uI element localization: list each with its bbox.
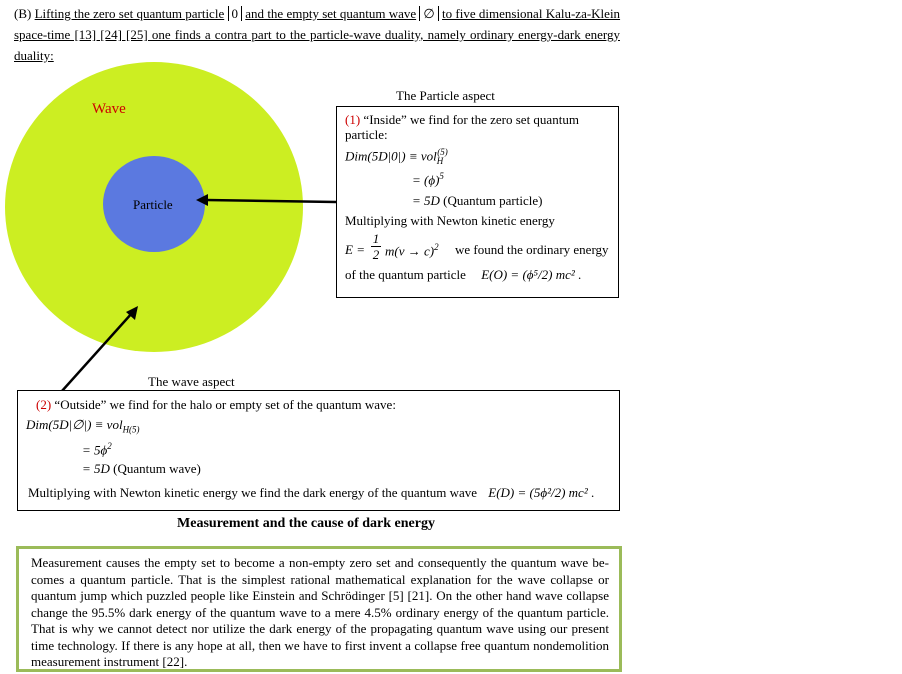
wave-aspect-box xyxy=(17,390,620,511)
wave-eq1 xyxy=(26,417,140,435)
wave-aspect-header: The wave aspect xyxy=(148,374,235,389)
wave-eq1-sub: H(5) xyxy=(122,424,140,435)
wave-line2: Multiplying with Newton kinetic energy we find the dark energy of the quantum wave xyxy=(28,485,477,500)
empty-set-symbol: ∅ xyxy=(419,6,438,21)
wave-eq3 xyxy=(82,461,201,477)
particle-energy-rest-wrap xyxy=(385,242,439,259)
particle-energy-frac-num: 1 xyxy=(372,231,380,246)
wave-eq3-body: = 5D xyxy=(82,461,110,476)
wave-result-eq: E(D) = (5ϕ²/2) mc² xyxy=(488,485,588,500)
particle-eq1-sub: H xyxy=(436,155,444,166)
particle-label: Particle xyxy=(133,197,173,212)
particle-eq2-body: = (ϕ) xyxy=(412,172,440,188)
intro-part1: Lifting the zero set quantum particle xyxy=(34,6,225,21)
particle-result-eq: E(O) = (ϕ⁵/2) mc² xyxy=(481,267,575,282)
particle-eq3 xyxy=(412,193,542,209)
wave-intro-line xyxy=(36,397,396,413)
particle-eq2-sup: 5 xyxy=(439,171,444,181)
wave-number: (2) xyxy=(36,397,52,412)
measurement-box xyxy=(16,546,622,672)
particle-result-end: . xyxy=(578,267,582,282)
wave-eq1-lhs: Dim(5D|∅|) ≡ vol xyxy=(26,417,123,432)
particle-line1: “Inside” we find for the zero set quantum xyxy=(360,112,579,127)
particle-eq3-note: (Quantum particle) xyxy=(443,193,543,208)
intro-prefix: (B) xyxy=(14,6,35,21)
particle-energy-prefix: E = xyxy=(345,242,365,257)
particle-eq1-lhs: Dim(5D|0|) ≡ vol xyxy=(345,148,437,164)
zero-set-symbol: 0 xyxy=(228,6,243,21)
wave-result-end: . xyxy=(590,485,595,500)
particle-line2: particle: xyxy=(345,127,388,142)
wave-eq2-body: = 5ϕ xyxy=(82,442,108,458)
intro-part2: and the empty set quantum wave xyxy=(245,6,417,21)
particle-eq3-body: = 5D xyxy=(412,193,440,208)
wave-eq2 xyxy=(82,441,112,458)
particle-eq1-sup: (5) xyxy=(437,147,448,157)
intro-part3: to five dimensional Kalu-za-Klein space-time [13] [24] [25] one finds a contra part to the particle-wave duality, namely ordinary energy-dark energy duality: xyxy=(14,6,621,63)
particle-number: (1) xyxy=(345,112,361,127)
measurement-body: Measurement causes the empty set to become a non-empty zero set and consequently the quantum wave be-comes a quantum particle. That is the simplest rational mathematical explanation for the wave collapse or quantum jump which puzzled people like Einstein and Schrödinger [5] [21]. On the other hand wave collapse change the 95.5% dark energy of the quantum wave to a mere 4.5% ordinary energy of the quantum particle. That is why we cannot detect nor utilize the dark energy of the propagating quantum wave using our present time technology. If there is any hope at all, then we have to first invent a collapse free quantum nondemolition measurement instrument [22]. xyxy=(31,555,609,669)
particle-result-line xyxy=(345,267,581,283)
wave-line1: “Outside” we find for the halo or empty set of the quantum wave: xyxy=(51,397,396,412)
particle-aspect-box xyxy=(336,106,619,298)
wave-eq3-note: (Quantum wave) xyxy=(113,461,201,476)
measurement-title: Measurement and the cause of dark energy xyxy=(177,516,435,531)
particle-line4: of the quantum particle xyxy=(345,267,466,282)
particle-energy-text: we found the ordinary energy xyxy=(455,242,609,257)
particle-energy-rest: m(v → c) xyxy=(385,243,435,259)
wave-eq2-sup: 2 xyxy=(107,441,112,451)
particle-aspect-header: The Particle aspect xyxy=(396,88,495,103)
wave-result-line xyxy=(28,485,594,501)
particle-energy-sup: 2 xyxy=(434,242,439,252)
particle-intro-line xyxy=(345,112,579,128)
particle-eq2 xyxy=(412,171,444,188)
wave-label: Wave xyxy=(92,101,126,117)
particle-line3: Multiplying with Newton kinetic energy xyxy=(345,213,555,228)
particle-energy-frac-den: 2 xyxy=(372,247,380,262)
particle-eq1 xyxy=(345,147,448,166)
